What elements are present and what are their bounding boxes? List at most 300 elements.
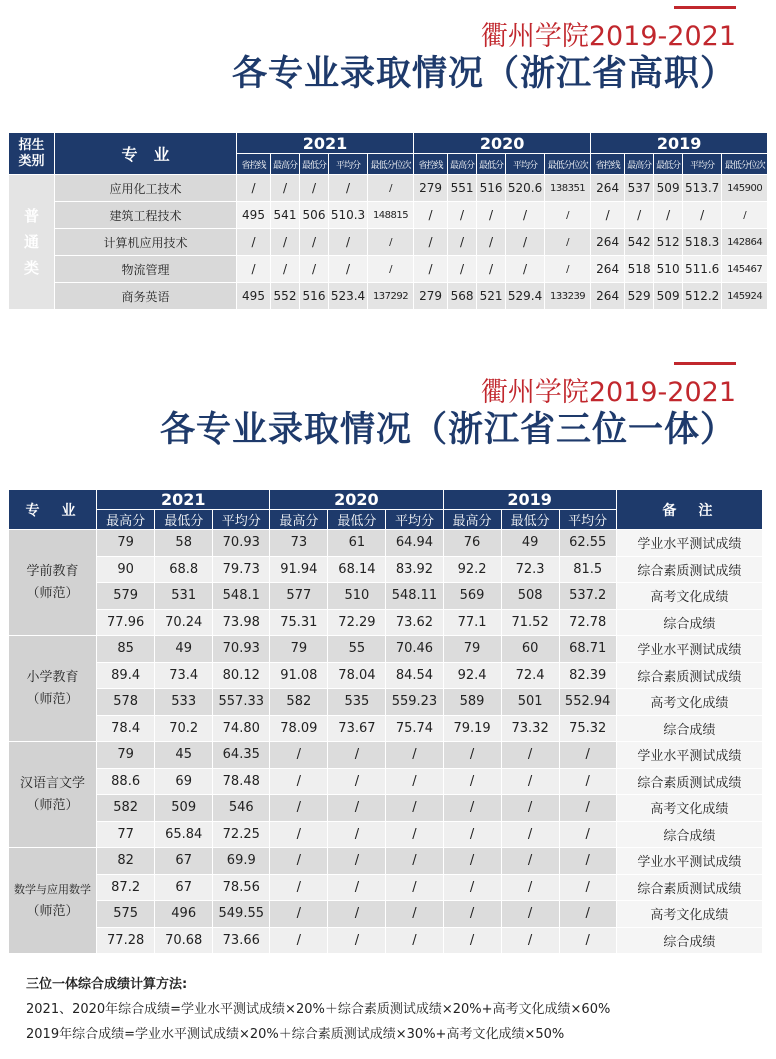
value-cell: 69: [155, 768, 213, 795]
value-cell: 521: [477, 283, 506, 310]
major-tag: （师范）: [26, 691, 79, 707]
table-row: [9, 583, 763, 610]
value-cell: 92.4: [443, 662, 501, 689]
sub-header: 平均分: [213, 510, 270, 530]
table-row: [9, 795, 763, 822]
value-cell: 542: [625, 229, 654, 256]
value-cell: /: [443, 768, 501, 795]
value-cell: 506: [300, 202, 329, 229]
value-cell: 73.67: [328, 715, 386, 742]
value-cell: 72.78: [559, 609, 616, 636]
value-cell: 520.6: [506, 175, 545, 202]
table-row: [9, 556, 763, 583]
value-cell: 72.29: [328, 609, 386, 636]
value-cell: 582: [97, 795, 155, 822]
value-cell: 568: [448, 283, 477, 310]
note-cell: 综合成绩: [616, 821, 762, 848]
value-cell: 74.80: [213, 715, 270, 742]
value-cell: 145467: [722, 256, 768, 283]
value-cell: /: [477, 256, 506, 283]
value-cell: 537: [625, 175, 654, 202]
value-cell: /: [559, 901, 616, 928]
table-row: [9, 202, 768, 229]
value-cell: /: [545, 202, 591, 229]
note-cell: 综合成绩: [616, 715, 762, 742]
value-cell: 70.24: [155, 609, 213, 636]
value-cell: /: [559, 768, 616, 795]
value-cell: /: [559, 795, 616, 822]
value-cell: /: [386, 874, 443, 901]
value-cell: 79: [270, 636, 328, 663]
sub-header: 平均分: [386, 510, 443, 530]
value-cell: /: [329, 256, 368, 283]
sub-header: 最低分位次: [368, 154, 414, 175]
note-cell: 综合素质测试成绩: [616, 662, 762, 689]
value-cell: 73.62: [386, 609, 443, 636]
table-row: [9, 874, 763, 901]
note-cell: 综合素质测试成绩: [616, 874, 762, 901]
value-cell: /: [506, 229, 545, 256]
value-cell: 133239: [545, 283, 591, 310]
value-cell: /: [654, 202, 683, 229]
value-cell: 73.98: [213, 609, 270, 636]
value-cell: 79: [97, 530, 155, 557]
value-cell: /: [270, 848, 328, 875]
value-cell: 70.68: [155, 927, 213, 954]
value-cell: 73.32: [501, 715, 559, 742]
value-cell: 495: [237, 202, 271, 229]
footnote-line-2019: 2019年综合成绩=学业水平测试成绩×20%＋综合素质测试成绩×30%+高考文化成绩×50%: [26, 1027, 565, 1042]
value-cell: 518.3: [683, 229, 722, 256]
value-cell: 145900: [722, 175, 768, 202]
major-tag: （师范）: [26, 903, 79, 919]
value-cell: 264: [591, 256, 625, 283]
note-cell: 综合成绩: [616, 609, 762, 636]
note-cell: 学业水平测试成绩: [616, 848, 762, 875]
table-row: [9, 742, 763, 769]
value-cell: 509: [654, 175, 683, 202]
footnote-title: 三位一体综合成绩计算方法:: [26, 977, 188, 992]
value-cell: 79: [443, 636, 501, 663]
value-cell: /: [559, 874, 616, 901]
category-label: 普通类: [23, 207, 39, 277]
value-cell: 49: [501, 530, 559, 557]
three-in-one-admissions-table: [8, 489, 763, 954]
value-cell: 551: [448, 175, 477, 202]
year-header-2021: 2021: [97, 490, 270, 510]
value-cell: 138351: [545, 175, 591, 202]
sub-header: 省控线: [414, 154, 448, 175]
value-cell: /: [271, 175, 300, 202]
value-cell: /: [368, 256, 414, 283]
value-cell: 533: [155, 689, 213, 716]
value-cell: 512.2: [683, 283, 722, 310]
value-cell: /: [443, 821, 501, 848]
value-cell: /: [271, 229, 300, 256]
value-cell: /: [270, 821, 328, 848]
value-cell: 501: [501, 689, 559, 716]
value-cell: 72.3: [501, 556, 559, 583]
value-cell: 548.1: [213, 583, 270, 610]
value-cell: 70.93: [213, 530, 270, 557]
value-cell: 70.2: [155, 715, 213, 742]
value-cell: /: [328, 901, 386, 928]
value-cell: 510: [328, 583, 386, 610]
value-cell: 91.94: [270, 556, 328, 583]
value-cell: /: [443, 742, 501, 769]
value-cell: /: [443, 795, 501, 822]
major-tag: （师范）: [26, 585, 79, 601]
col-header-category: 招生类别: [9, 133, 55, 175]
value-cell: 75.32: [559, 715, 616, 742]
sub-header: 最低分: [300, 154, 329, 175]
value-cell: /: [506, 202, 545, 229]
value-cell: 85: [97, 636, 155, 663]
value-cell: 68.8: [155, 556, 213, 583]
value-cell: 69.9: [213, 848, 270, 875]
value-cell: 264: [591, 175, 625, 202]
year-header-2020: 2020: [414, 133, 591, 154]
value-cell: 541: [271, 202, 300, 229]
table-row: [9, 715, 763, 742]
value-cell: 68.14: [328, 556, 386, 583]
sub-header: 最低分位次: [545, 154, 591, 175]
value-cell: 589: [443, 689, 501, 716]
value-cell: /: [443, 901, 501, 928]
value-cell: 569: [443, 583, 501, 610]
sub-header: 最高分: [448, 154, 477, 175]
major-name: 数学与应用数学: [14, 882, 92, 896]
major-cell: 商务英语: [55, 283, 237, 310]
category-cell: [9, 175, 55, 310]
value-cell: 579: [97, 583, 155, 610]
value-cell: /: [328, 821, 386, 848]
value-cell: /: [270, 927, 328, 954]
value-cell: 582: [270, 689, 328, 716]
year-header-2020: 2020: [270, 490, 443, 510]
value-cell: /: [448, 229, 477, 256]
value-cell: /: [443, 848, 501, 875]
value-cell: 70.46: [386, 636, 443, 663]
value-cell: /: [477, 202, 506, 229]
value-cell: 77.1: [443, 609, 501, 636]
table-row: [9, 821, 763, 848]
sub-header: 最低分: [654, 154, 683, 175]
value-cell: /: [329, 175, 368, 202]
sub-header: 最低分: [501, 510, 559, 530]
value-cell: 529: [625, 283, 654, 310]
value-cell: /: [300, 256, 329, 283]
sub-header: 平均分: [506, 154, 545, 175]
value-cell: /: [448, 256, 477, 283]
value-cell: /: [271, 256, 300, 283]
note-cell: 综合素质测试成绩: [616, 556, 762, 583]
header-title: 各专业录取情况（浙江省高职）: [231, 54, 736, 94]
value-cell: /: [722, 202, 768, 229]
value-cell: /: [477, 229, 506, 256]
major-cell: [9, 636, 97, 742]
table-row: [9, 689, 763, 716]
value-cell: 76: [443, 530, 501, 557]
value-cell: 529.4: [506, 283, 545, 310]
col-header-major: 专 业: [9, 490, 97, 530]
value-cell: 61: [328, 530, 386, 557]
major-name: 学前教育: [26, 563, 79, 579]
value-cell: 90: [97, 556, 155, 583]
value-cell: 78.04: [328, 662, 386, 689]
note-cell: 综合成绩: [616, 927, 762, 954]
value-cell: 509: [155, 795, 213, 822]
value-cell: /: [501, 768, 559, 795]
value-cell: /: [501, 874, 559, 901]
major-tag: （师范）: [26, 797, 79, 813]
value-cell: /: [328, 795, 386, 822]
value-cell: /: [448, 202, 477, 229]
major-cell: [9, 848, 97, 954]
header-title: 各专业录取情况（浙江省三位一体）: [159, 410, 736, 450]
major-cell: 建筑工程技术: [55, 202, 237, 229]
sub-header: 最低分: [477, 154, 506, 175]
col-header-note: 备 注: [616, 490, 762, 530]
value-cell: 264: [591, 229, 625, 256]
table-row: [9, 927, 763, 954]
value-cell: 68.71: [559, 636, 616, 663]
value-cell: 578: [97, 689, 155, 716]
sub-header: 省控线: [237, 154, 271, 175]
note-cell: 学业水平测试成绩: [616, 530, 762, 557]
value-cell: /: [328, 768, 386, 795]
value-cell: 77.28: [97, 927, 155, 954]
header-accent-line: [674, 6, 736, 9]
table-row: [9, 662, 763, 689]
value-cell: 64.35: [213, 742, 270, 769]
value-cell: 523.4: [329, 283, 368, 310]
table-row: [9, 256, 768, 283]
value-cell: /: [559, 848, 616, 875]
sub-header: 最低分: [328, 510, 386, 530]
value-cell: /: [443, 927, 501, 954]
value-cell: /: [501, 848, 559, 875]
value-cell: /: [501, 821, 559, 848]
header-subtitle: 衢州学院2019-2021: [480, 21, 736, 52]
value-cell: /: [328, 927, 386, 954]
value-cell: 67: [155, 874, 213, 901]
value-cell: /: [386, 795, 443, 822]
value-cell: /: [386, 848, 443, 875]
value-cell: 79: [97, 742, 155, 769]
value-cell: 73.4: [155, 662, 213, 689]
value-cell: 78.48: [213, 768, 270, 795]
value-cell: 62.55: [559, 530, 616, 557]
value-cell: 64.94: [386, 530, 443, 557]
value-cell: /: [625, 202, 654, 229]
value-cell: 73.66: [213, 927, 270, 954]
value-cell: 508: [501, 583, 559, 610]
table-row: [9, 636, 763, 663]
value-cell: 55: [328, 636, 386, 663]
value-cell: /: [559, 821, 616, 848]
value-cell: 264: [591, 283, 625, 310]
value-cell: 88.6: [97, 768, 155, 795]
value-cell: 77: [97, 821, 155, 848]
note-cell: 高考文化成绩: [616, 901, 762, 928]
value-cell: 516: [300, 283, 329, 310]
value-cell: 495: [237, 283, 271, 310]
value-cell: /: [501, 927, 559, 954]
note-cell: 学业水平测试成绩: [616, 742, 762, 769]
note-cell: 综合素质测试成绩: [616, 768, 762, 795]
value-cell: /: [270, 874, 328, 901]
header-accent-line: [674, 362, 736, 365]
value-cell: 279: [414, 283, 448, 310]
year-header-2019: 2019: [443, 490, 616, 510]
sub-header: 平均分: [683, 154, 722, 175]
sub-header: 最高分: [270, 510, 328, 530]
value-cell: /: [386, 768, 443, 795]
value-cell: 80.12: [213, 662, 270, 689]
value-cell: /: [270, 795, 328, 822]
value-cell: 75.31: [270, 609, 328, 636]
value-cell: /: [368, 229, 414, 256]
value-cell: /: [270, 742, 328, 769]
value-cell: 537.2: [559, 583, 616, 610]
table-row: [9, 530, 763, 557]
value-cell: 79.73: [213, 556, 270, 583]
value-cell: 279: [414, 175, 448, 202]
year-header-2021: 2021: [237, 133, 414, 154]
value-cell: 148815: [368, 202, 414, 229]
value-cell: 145924: [722, 283, 768, 310]
year-header-2019: 2019: [591, 133, 768, 154]
value-cell: 87.2: [97, 874, 155, 901]
value-cell: /: [386, 821, 443, 848]
value-cell: 549.55: [213, 901, 270, 928]
vocational-admissions-table: [8, 132, 768, 310]
value-cell: /: [237, 256, 271, 283]
value-cell: /: [545, 256, 591, 283]
value-cell: 65.84: [155, 821, 213, 848]
value-cell: 509: [654, 283, 683, 310]
value-cell: 92.2: [443, 556, 501, 583]
value-cell: /: [506, 256, 545, 283]
value-cell: 81.5: [559, 556, 616, 583]
value-cell: 75.74: [386, 715, 443, 742]
sub-header: 最高分: [271, 154, 300, 175]
value-cell: 142864: [722, 229, 768, 256]
sub-header: 最低分: [155, 510, 213, 530]
value-cell: 83.92: [386, 556, 443, 583]
header-subtitle: 衢州学院2019-2021: [480, 377, 736, 408]
sub-header: 最低分位次: [722, 154, 768, 175]
value-cell: 67: [155, 848, 213, 875]
value-cell: 496: [155, 901, 213, 928]
sub-header: 平均分: [329, 154, 368, 175]
value-cell: 510: [654, 256, 683, 283]
sub-header: 平均分: [559, 510, 616, 530]
value-cell: /: [368, 175, 414, 202]
value-cell: /: [414, 202, 448, 229]
major-cell: 物流管理: [55, 256, 237, 283]
value-cell: 512: [654, 229, 683, 256]
value-cell: 89.4: [97, 662, 155, 689]
value-cell: /: [683, 202, 722, 229]
value-cell: 557.33: [213, 689, 270, 716]
value-cell: /: [328, 874, 386, 901]
value-cell: /: [328, 742, 386, 769]
sub-header: 省控线: [591, 154, 625, 175]
value-cell: 79.19: [443, 715, 501, 742]
value-cell: /: [501, 901, 559, 928]
value-cell: 82: [97, 848, 155, 875]
sub-header: 最高分: [443, 510, 501, 530]
major-cell: 计算机应用技术: [55, 229, 237, 256]
value-cell: 559.23: [386, 689, 443, 716]
value-cell: 91.08: [270, 662, 328, 689]
table-row: [9, 175, 768, 202]
value-cell: 513.7: [683, 175, 722, 202]
value-cell: /: [559, 742, 616, 769]
value-cell: 82.39: [559, 662, 616, 689]
value-cell: /: [237, 229, 271, 256]
major-cell: [9, 742, 97, 848]
value-cell: 575: [97, 901, 155, 928]
value-cell: /: [386, 927, 443, 954]
value-cell: 531: [155, 583, 213, 610]
major-cell: 应用化工技术: [55, 175, 237, 202]
value-cell: /: [559, 927, 616, 954]
value-cell: 71.52: [501, 609, 559, 636]
table-row: [9, 283, 768, 310]
value-cell: /: [270, 901, 328, 928]
value-cell: 58: [155, 530, 213, 557]
note-cell: 学业水平测试成绩: [616, 636, 762, 663]
value-cell: 518: [625, 256, 654, 283]
value-cell: /: [501, 795, 559, 822]
major-name: 汉语言文学: [20, 775, 86, 791]
table-row: [9, 609, 763, 636]
header-admissions-vocational: [232, 6, 736, 96]
value-cell: /: [386, 901, 443, 928]
sub-header: 最高分: [625, 154, 654, 175]
value-cell: 84.54: [386, 662, 443, 689]
note-cell: 高考文化成绩: [616, 689, 762, 716]
calculation-footnote: [26, 972, 610, 1047]
value-cell: /: [329, 229, 368, 256]
value-cell: 511.6: [683, 256, 722, 283]
value-cell: 45: [155, 742, 213, 769]
value-cell: /: [545, 229, 591, 256]
value-cell: 78.4: [97, 715, 155, 742]
value-cell: /: [386, 742, 443, 769]
value-cell: 552.94: [559, 689, 616, 716]
value-cell: /: [237, 175, 271, 202]
sub-header: 最高分: [97, 510, 155, 530]
value-cell: 577: [270, 583, 328, 610]
value-cell: 548.11: [386, 583, 443, 610]
value-cell: 510.3: [329, 202, 368, 229]
value-cell: /: [501, 742, 559, 769]
value-cell: 72.4: [501, 662, 559, 689]
value-cell: /: [591, 202, 625, 229]
value-cell: 73: [270, 530, 328, 557]
value-cell: 77.96: [97, 609, 155, 636]
col-header-major: 专 业: [55, 133, 237, 175]
value-cell: /: [328, 848, 386, 875]
value-cell: 78.09: [270, 715, 328, 742]
note-cell: 高考文化成绩: [616, 583, 762, 610]
header-admissions-three-in-one: [160, 362, 736, 452]
value-cell: /: [270, 768, 328, 795]
